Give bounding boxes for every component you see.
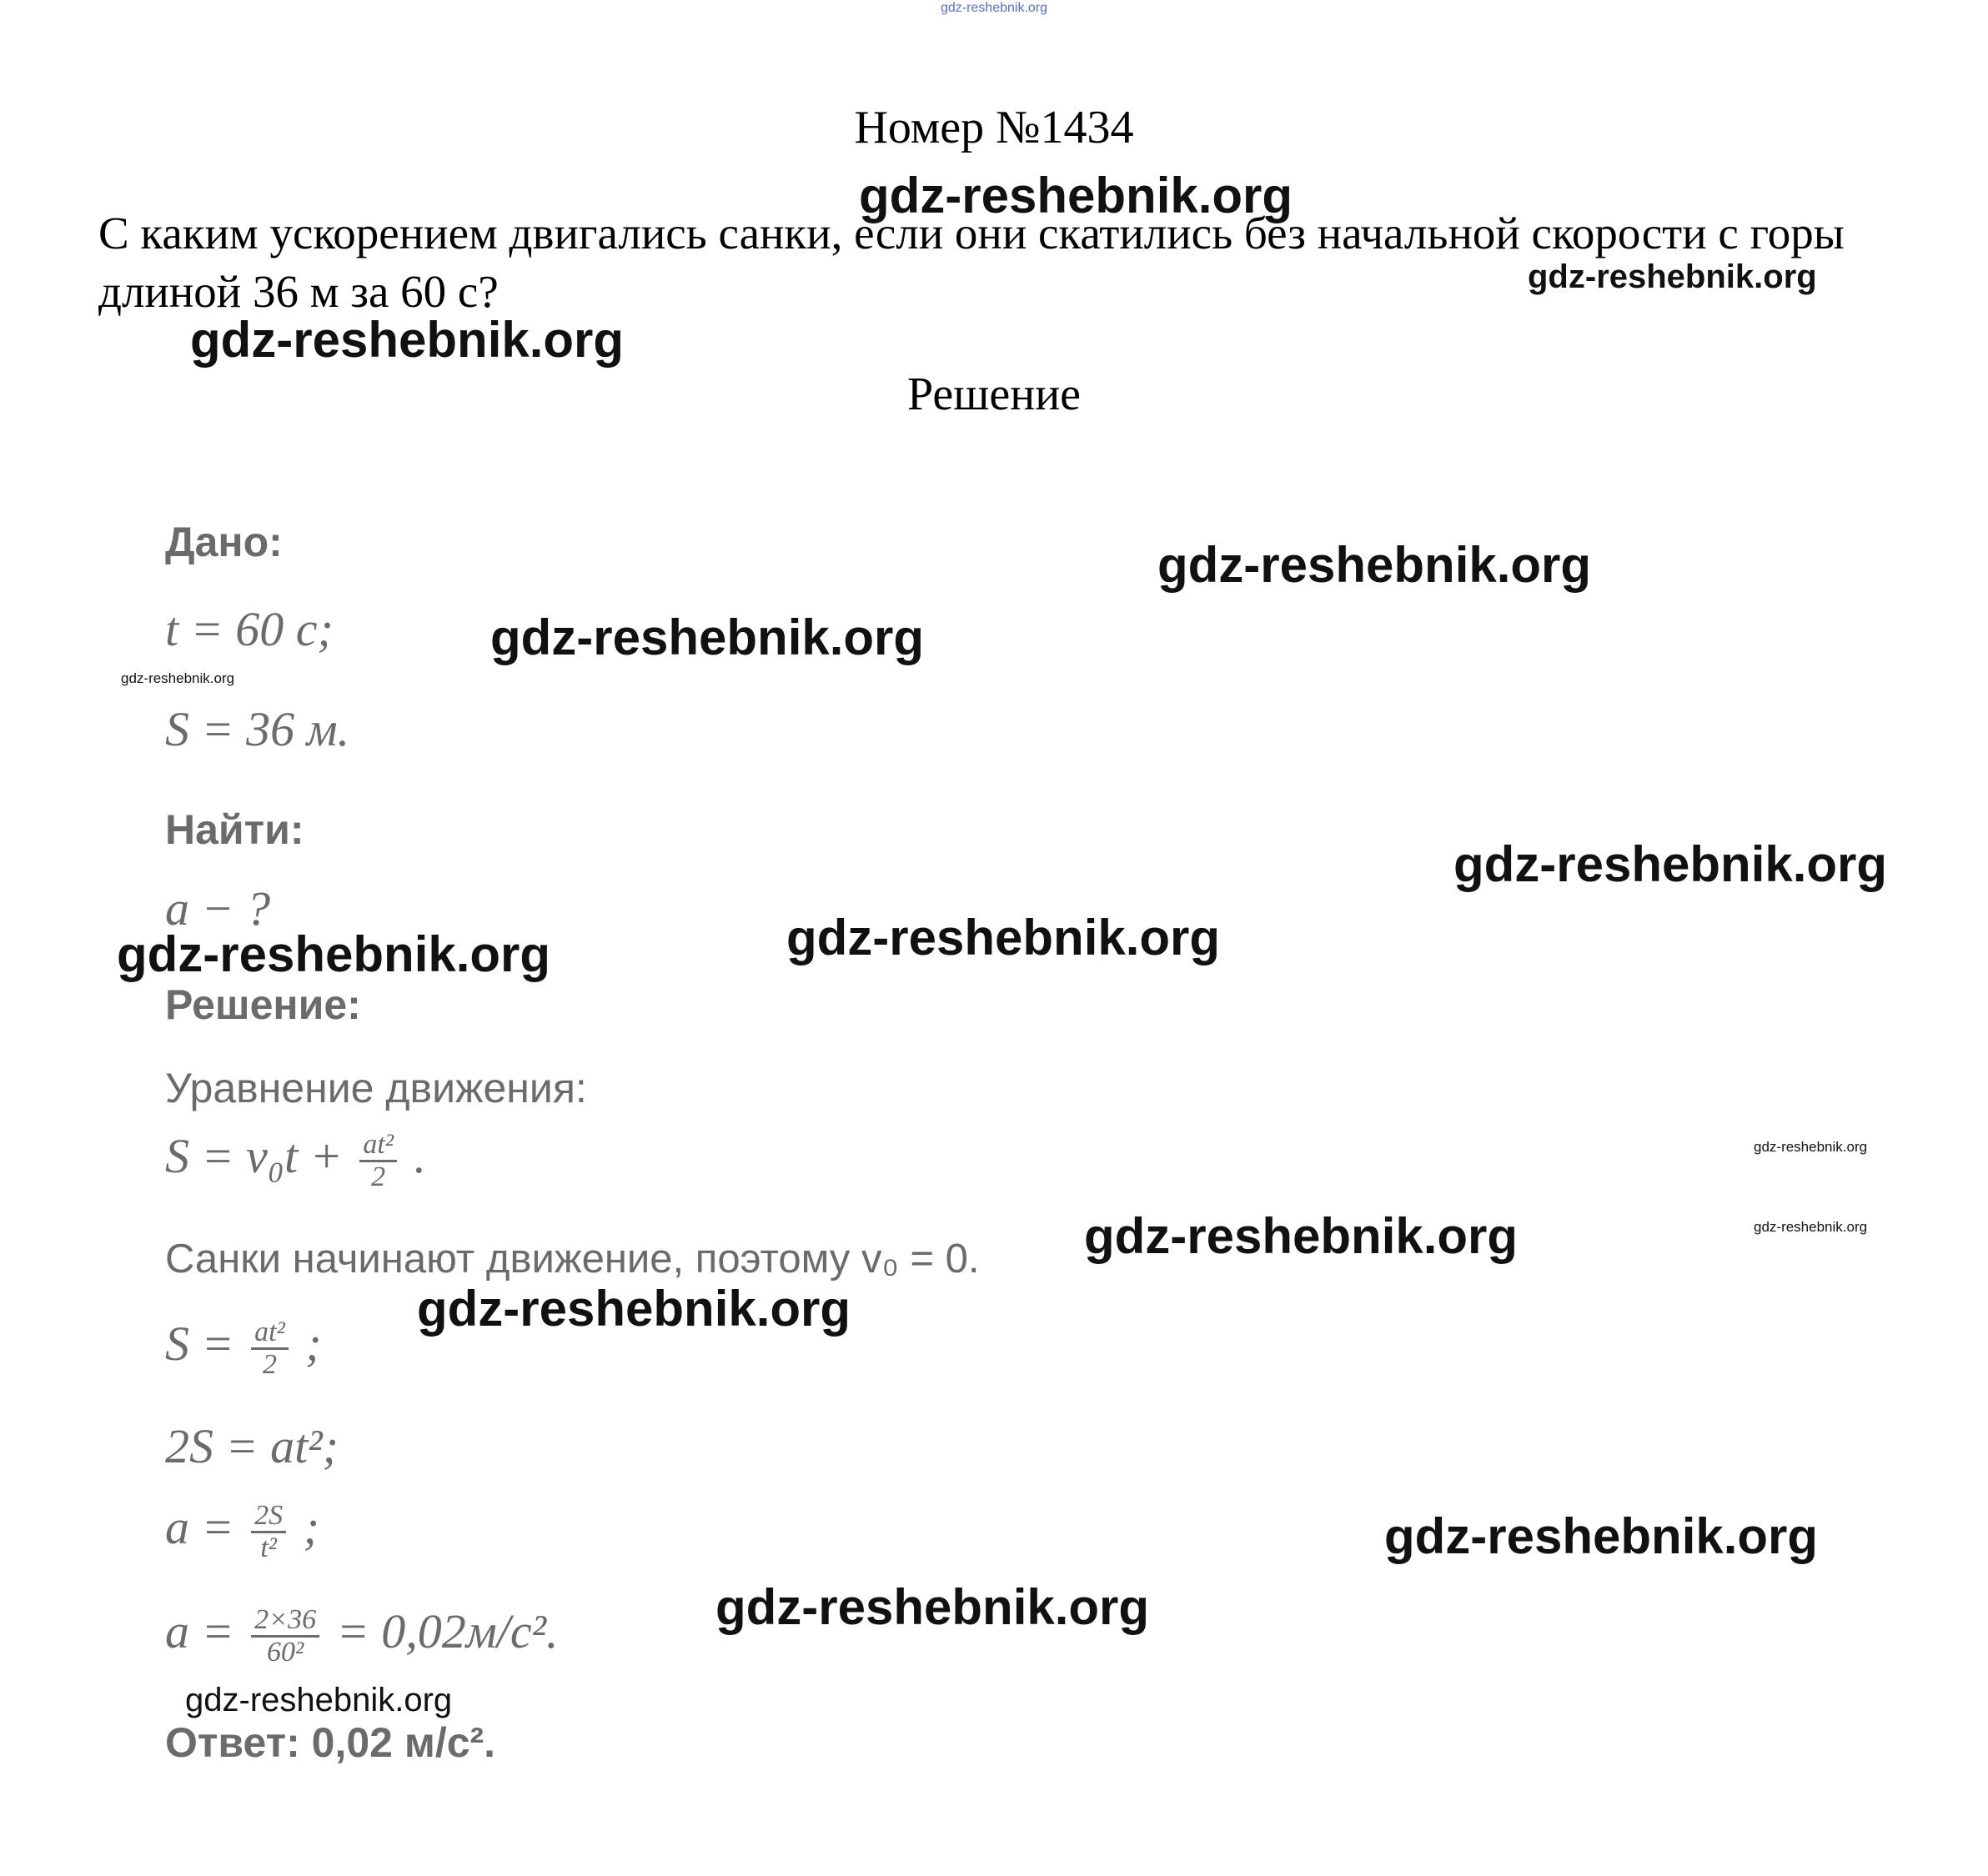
- watermark: gdz-reshebnik.org: [786, 910, 1221, 966]
- watermark: gdz-reshebnik.org: [1084, 1208, 1519, 1264]
- equation-result-tail: = 0,02м/с².: [336, 1603, 559, 1658]
- fraction-numerator: 2S: [251, 1501, 286, 1533]
- watermark: gdz-reshebnik.org: [1384, 1508, 1819, 1564]
- equation-label: Уравнение движения:: [165, 1065, 587, 1111]
- solution-label: Решение:: [165, 981, 361, 1028]
- fraction-denominator: 2: [371, 1161, 386, 1192]
- fraction-denominator: 2: [262, 1349, 277, 1380]
- initial-velocity-note: Санки начинают движение, поэтому v₀ = 0.: [165, 1236, 980, 1282]
- fraction-denominator: t²: [260, 1532, 277, 1563]
- watermark: gdz-reshebnik.org: [1528, 258, 1817, 295]
- watermark: gdz-reshebnik.org: [1754, 1139, 1868, 1155]
- equation-distance-tail: ;: [305, 1316, 322, 1371]
- watermark: gdz-reshebnik.org: [121, 670, 235, 686]
- watermark: gdz-reshebnik.org: [1453, 836, 1888, 892]
- watermark: gdz-reshebnik.org: [185, 1682, 453, 1718]
- given-distance: S = 36 м.: [165, 702, 350, 756]
- watermark: gdz-reshebnik.org: [190, 312, 625, 368]
- watermark: gdz-reshebnik.org: [417, 1281, 851, 1337]
- equation-double-distance: 2S = at²;: [165, 1419, 339, 1473]
- given-time: t = 60 c;: [165, 602, 334, 656]
- fraction-numerator: at²: [251, 1317, 289, 1350]
- problem-text: С каким ускорением двигались санки, если они скатились без начальной скорости с горы длиной 36 м за 60 с?: [98, 208, 1845, 317]
- find-acceleration: a − ?: [165, 881, 271, 935]
- solution-heading: Решение: [906, 369, 1082, 420]
- equation-motion-fraction: [359, 1130, 397, 1192]
- equation-acceleration: [165, 1501, 319, 1563]
- watermark: gdz-reshebnik.org: [490, 609, 925, 665]
- watermark: gdz-reshebnik.org: [859, 168, 1293, 223]
- equation-result-left: a =: [165, 1603, 234, 1658]
- fraction-numerator: at²: [359, 1130, 397, 1162]
- watermark: gdz-reshebnik.org: [715, 1579, 1150, 1635]
- header-watermark: gdz-reshebnik.org: [940, 1, 1048, 15]
- given-label: Дано:: [165, 519, 283, 565]
- equation-acceleration-tail: ;: [303, 1499, 319, 1554]
- equation-result: [165, 1605, 559, 1668]
- problem-title: Номер №1434: [854, 102, 1134, 153]
- equation-distance-fraction: [251, 1317, 289, 1380]
- fraction-numerator: 2×36: [251, 1605, 319, 1638]
- equation-motion-left: S = v₀t +: [165, 1128, 343, 1183]
- equation-motion-tail: .: [414, 1128, 426, 1183]
- watermark: gdz-reshebnik.org: [1754, 1219, 1868, 1235]
- watermark: gdz-reshebnik.org: [1157, 537, 1592, 593]
- equation-distance-left: S =: [165, 1316, 234, 1371]
- equation-motion: [165, 1130, 426, 1192]
- equation-distance: [165, 1317, 322, 1380]
- watermark: gdz-reshebnik.org: [117, 926, 551, 982]
- find-label: Найти:: [165, 806, 304, 853]
- answer: Ответ: 0,02 м/с².: [165, 1719, 496, 1766]
- equation-acceleration-left: a =: [165, 1499, 234, 1554]
- equation-result-fraction: [251, 1605, 319, 1668]
- equation-acceleration-fraction: [251, 1501, 286, 1563]
- fraction-denominator: 60²: [267, 1637, 304, 1668]
